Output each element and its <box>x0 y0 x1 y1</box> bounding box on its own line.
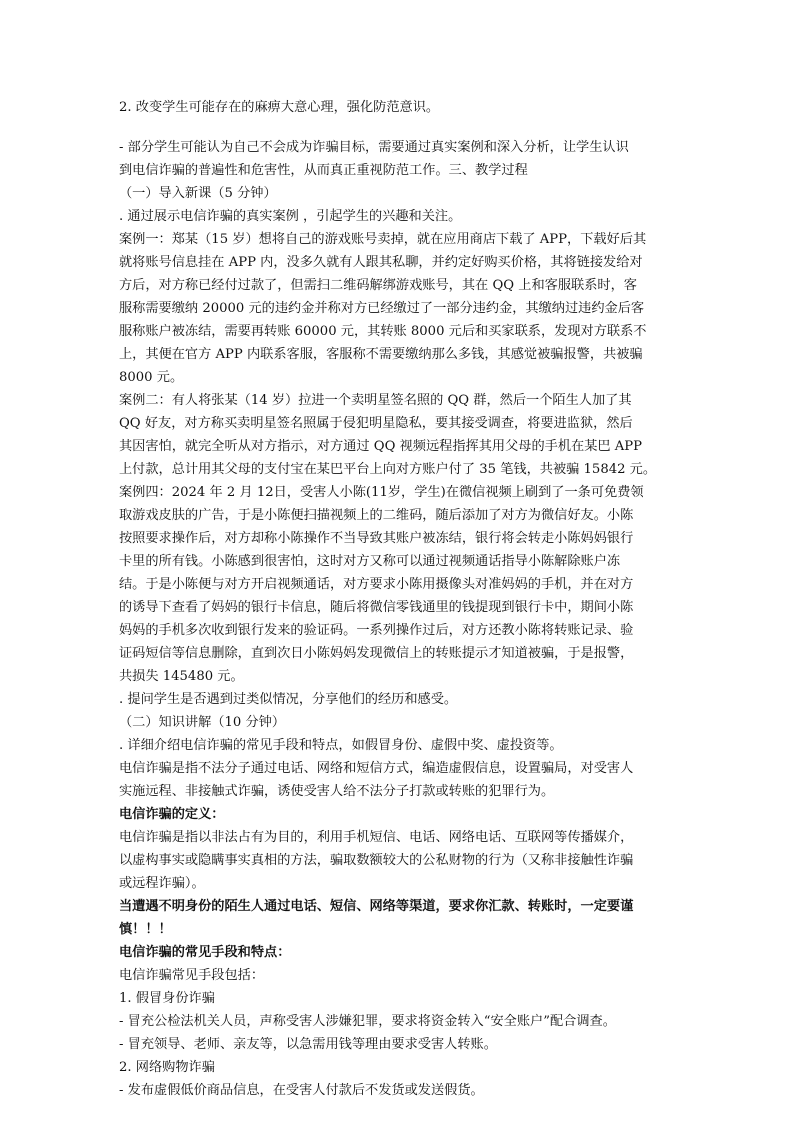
text-line: 电信诈骗是指以非法占有为目的，利用手机短信、电话、网络电话、互联网等传播媒介， <box>119 830 634 845</box>
text-line: 案例一：郑某（15 岁）想将自己的游戏账号卖掉，就在应用商店下载了 APP，下载好后其 <box>119 232 647 247</box>
text-line: 电信诈骗的常见手段和特点： <box>119 945 291 960</box>
text-line: 案例四：2024 年 2 月 12日，受害人小陈(11岁，学生)在微信视频上刷到了一条可免费领 <box>119 485 644 500</box>
text-line: 其因害怕，就完全听从对方指示，对方通过 QQ 视频远程指挥其用父母的手机在某巴 APP <box>119 439 643 454</box>
text-line: （一）导入新课（5 分钟） <box>119 186 277 201</box>
text-line: 电信诈骗的定义： <box>119 807 225 822</box>
text-line: 证码短信等信息删除，直到次日小陈妈妈发现微信上的转账提示才知道被骗，于是报警， <box>119 646 634 661</box>
text-line: 8000 元。 <box>119 370 184 385</box>
text-line: 方后，对方称已经付过款了，但需扫二维码解绑游戏账号，其在 QQ 上和客服联系时，客 <box>119 278 637 293</box>
text-line: 以虚构事实或隐瞒事实真相的方法，骗取数额较大的公私财物的行为（又称非接触性诈骗 <box>119 853 634 868</box>
text-line: 上付款，总计用其父母的支付宝在某巴平台上向对方账户付了 35 笔钱，共被骗 15842 元。 <box>119 462 657 477</box>
text-line: 的诱导下查看了妈妈的银行卡信息，随后将微信零钱通里的钱提现到银行卡中，期间小陈 <box>119 600 634 615</box>
text-line: . 详细介绍电信诈骗的常见手段和特点，如假冒身份、虚假中奖、虚投资等。 <box>119 738 563 753</box>
text-line: 取游戏皮肤的广告，于是小陈便扫描视频上的二维码，随后添加了对方为微信好友。小陈 <box>119 508 634 523</box>
text-line: 服称账户被冻结，需要再转账 60000 元，其转账 8000 元后和买家联系，发现对方联系不 <box>119 324 647 339</box>
text-line: 到电信诈骗的普遍性和危害性，从而真正重视防范工作。三、教学过程 <box>119 163 528 178</box>
text-line: 按照要求操作后，对方却称小陈操作不当导致其账户被冻结，银行将会转走小陈妈妈银行 <box>119 531 634 546</box>
text-line: 妈妈的手机多次收到银行发来的验证码。一系列操作过后，对方还教小陈将转账记录、验 <box>119 623 634 638</box>
text-line: 服称需要缴纳 20000 元的违约金并称对方已经缴过了一部分违约金，其缴纳过违约金后客 <box>119 301 645 316</box>
text-line: QQ 好友，对方称买卖明星签名照属于侵犯明星隐私，要其接受调查，将要进监狱，然后 <box>119 416 633 431</box>
text-line: 2. 改变学生可能存在的麻痹大意心理，强化防范意识。 <box>119 100 440 115</box>
teaching-content <box>119 136 679 1102</box>
text-line: 或远程诈骗）。 <box>119 876 205 891</box>
text-line: 卡里的所有钱。小陈感到很害怕，这时对方又称可以通过视频通话指导小陈解除账户冻 <box>119 554 621 569</box>
text-line: 电信诈骗是指不法分子通过电话、网络和短信方式，编造虚假信息，设置骗局，对受害人 <box>119 761 634 776</box>
text-line: （二）知识讲解（10 分钟） <box>119 715 286 730</box>
text-line: - 冒充领导、老师、亲友等，以急需用钱等理由要求受害人转账。 <box>119 1037 497 1052</box>
text-line: 案例二：有人将张某（14 岁）拉进一个卖明星签名照的 QQ 群，然后一个陌生人加了其 <box>119 393 632 408</box>
text-line: - 发布虚假低价商品信息，在受害人付款后不发货或发送假货。 <box>119 1083 484 1098</box>
intro-paragraph <box>119 96 679 119</box>
text-line: 电信诈骗常见手段包括： <box>119 968 265 983</box>
text-line: . 通过展示电信诈骗的真实案例 ，引起学生的兴趣和关注。 <box>119 209 462 224</box>
text-line: 1. 假冒身份诈骗 <box>119 991 215 1006</box>
text-line: 上，其便在官方 APP 内联系客服，客服称不需要缴纳那么多钱，其感觉被骗报警，共被骗 <box>119 347 643 362</box>
text-line: 实施远程、非接触式诈骗，诱使受害人给不法分子打款或转账的犯罪行为。 <box>119 784 555 799</box>
text-line: 当遭遇不明身份的陌生人通过电话、短信、网络等渠道，要求你汇款、转账时，一定要谨 <box>119 899 634 914</box>
text-line: 2. 网络购物诈骗 <box>119 1060 215 1075</box>
text-line: - 部分学生可能认为自己不会成为诈骗目标，需要通过真实案例和深入分析，让学生认识 <box>119 140 629 155</box>
text-line: 共损失 145480 元。 <box>119 669 244 684</box>
text-line: - 冒充公检法机关人员，声称受害人涉嫌犯罪，要求将资金转入“安全账户”配合调查。 <box>119 1014 616 1029</box>
text-line: 慎！！！ <box>119 922 172 937</box>
text-line: 结。于是小陈便与对方开启视频通话，对方要求小陈用摄像头对准妈妈的手机，并在对方 <box>119 577 634 592</box>
text-line: 就将账号信息挂在 APP 内，没多久就有人跟其私聊，并约定好购买价格，其将链接发给对 <box>119 255 643 270</box>
text-line: . 提问学生是否遇到过类似情况，分享他们的经历和感受。 <box>119 692 458 707</box>
